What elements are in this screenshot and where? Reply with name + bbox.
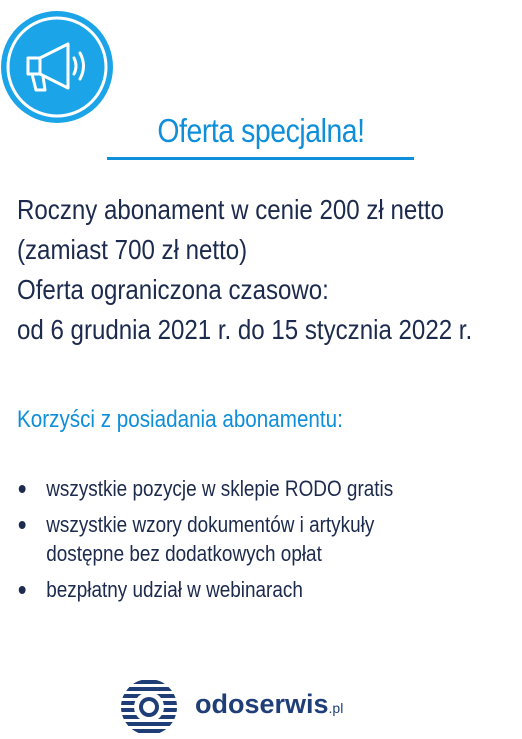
offer-details xyxy=(17,190,522,350)
brand-suffix: .pl xyxy=(328,700,344,716)
benefits-heading: Korzyści z posiadania abonamentu: xyxy=(17,406,343,433)
offer-price-line: Roczny abonament w cenie 200 zł netto xyxy=(17,194,445,225)
brand-logo xyxy=(119,677,409,737)
offer-old-price-line: (zamiast 700 zł netto) xyxy=(17,234,248,265)
brand-name: odoserwis.pl xyxy=(195,689,344,719)
benefit-text: bezpłatny udział w webinarach xyxy=(46,577,303,602)
title-underline xyxy=(107,157,414,160)
benefit-text: dostępne bez dodatkowych opłat xyxy=(46,541,322,566)
list-item xyxy=(17,510,393,539)
offer-limited-line: Oferta ograniczona czasowo: xyxy=(17,274,329,305)
offer-title: Oferta specjalna! xyxy=(157,112,365,149)
bullet-icon xyxy=(19,485,26,493)
list-item-continuation xyxy=(17,539,393,568)
benefit-text: wszystkie wzory dokumentów i artykuły xyxy=(46,512,375,537)
bullet-icon xyxy=(19,521,26,529)
list-item xyxy=(17,474,393,503)
megaphone-badge xyxy=(0,10,114,124)
offer-dates-line: od 6 grudnia 2021 r. do 15 stycznia 2022 r. xyxy=(17,314,473,345)
list-item xyxy=(17,575,393,604)
benefit-text: wszystkie pozycje w sklepie RODO gratis xyxy=(46,476,394,501)
logo-mark-icon xyxy=(119,677,179,737)
bullet-icon xyxy=(19,586,26,594)
benefits-list xyxy=(17,474,454,604)
megaphone-icon xyxy=(0,10,114,124)
